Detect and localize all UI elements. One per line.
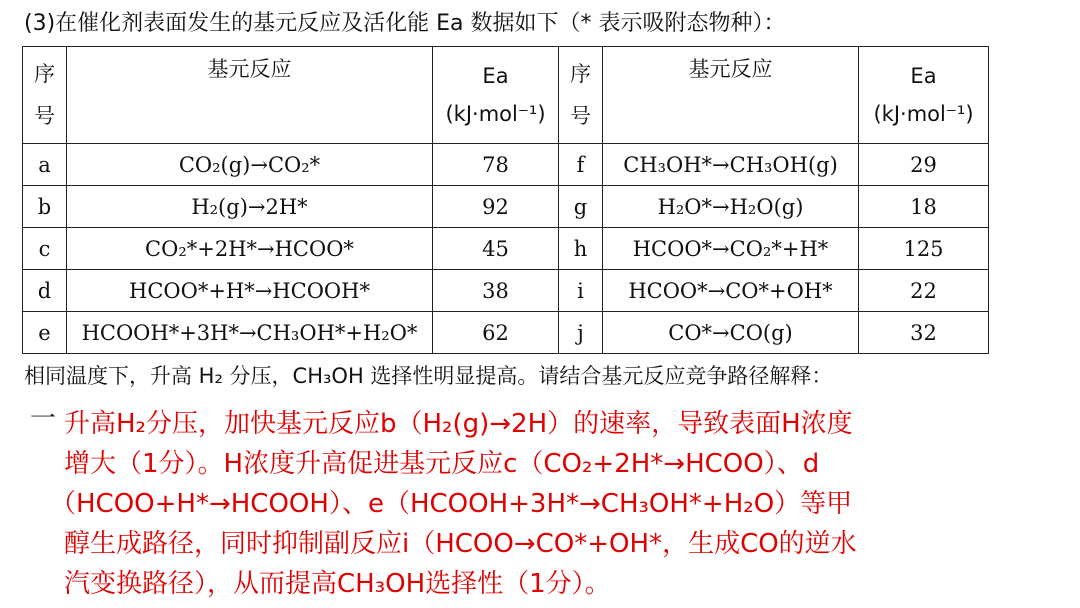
row-reaction: CO₂(g)→CO₂* xyxy=(67,144,433,186)
row-reaction: HCOO*+H*→HCOOH* xyxy=(67,270,433,312)
row-reaction-right: CH₃OH*→CH₃OH(g) xyxy=(603,144,859,186)
row-id-right: j xyxy=(559,312,603,354)
row-ea: 62 xyxy=(433,312,559,354)
row-reaction-right: HCOO*→CO₂*+H* xyxy=(603,228,859,270)
row-reaction-right: H₂O*→H₂O(g) xyxy=(603,186,859,228)
row-reaction: HCOOH*+3H*→CH₃OH*+H₂O* xyxy=(67,312,433,354)
row-reaction-right: CO*→CO(g) xyxy=(603,312,859,354)
row-id-right: h xyxy=(559,228,603,270)
row-id: d xyxy=(23,270,67,312)
row-id: a xyxy=(23,144,67,186)
table-row xyxy=(23,186,989,228)
table-row xyxy=(23,312,989,354)
row-id: e xyxy=(23,312,67,354)
row-reaction-right: HCOO*→CO*+OH* xyxy=(603,270,859,312)
table-header-row xyxy=(23,47,989,144)
row-ea-right: 125 xyxy=(859,228,989,270)
row-id-right: g xyxy=(559,186,603,228)
row-ea: 38 xyxy=(433,270,559,312)
answer-text xyxy=(50,404,1044,604)
row-ea: 92 xyxy=(433,186,559,228)
row-ea: 45 xyxy=(433,228,559,270)
header-reaction-right: 基元反应 xyxy=(603,47,859,144)
answer-line: 醇生成路径，同时抑制副反应i（HCOO→CO*+OH*，生成CO的逆水 xyxy=(64,529,857,559)
question-text: 相同温度下，升高 H₂ 分压，CH₃OH 选择性明显提高。请结合基元反应竞争路径解释： xyxy=(24,364,833,388)
row-ea: 78 xyxy=(433,144,559,186)
row-ea-right: 22 xyxy=(859,270,989,312)
row-ea-right: 29 xyxy=(859,144,989,186)
row-id-right: f xyxy=(559,144,603,186)
row-reaction: CO₂*+2H*→HCOO* xyxy=(67,228,433,270)
table-row xyxy=(23,144,989,186)
row-id: c xyxy=(23,228,67,270)
header-ea: Ea (kJ·mol⁻¹) xyxy=(433,47,559,144)
row-ea-right: 32 xyxy=(859,312,989,354)
reaction-table xyxy=(22,46,989,354)
answer-line: 升高H₂分压，加快基元反应b（H₂(g)→2H）的速率，导致表面H浓度 xyxy=(64,409,853,439)
answer-line: （HCOO+H*→HCOOH）、e（HCOOH+3H*→CH₃OH*+H₂O）等甲 xyxy=(50,489,853,519)
header-index: 序 号 xyxy=(23,47,67,144)
header-reaction: 基元反应 xyxy=(67,47,433,144)
row-ea-right: 18 xyxy=(859,186,989,228)
answer-dash: 一 xyxy=(30,404,57,434)
header-ea-right: Ea (kJ·mol⁻¹) xyxy=(859,47,989,144)
row-id: b xyxy=(23,186,67,228)
answer-line: 增大（1分）。H浓度升高促进基元反应c（CO₂+2H*→HCOO）、d xyxy=(64,449,820,479)
table-row xyxy=(23,270,989,312)
header-index-right: 序 号 xyxy=(559,47,603,144)
row-id-right: i xyxy=(559,270,603,312)
answer-line: 汽变换路径），从而提高CH₃OH选择性（1分）。 xyxy=(64,569,611,599)
intro-text: (3)在催化剂表面发生的基元反应及活化能 Ea 数据如下（* 表示吸附态物种）： xyxy=(24,11,786,36)
table-row xyxy=(23,228,989,270)
row-reaction: H₂(g)→2H* xyxy=(67,186,433,228)
